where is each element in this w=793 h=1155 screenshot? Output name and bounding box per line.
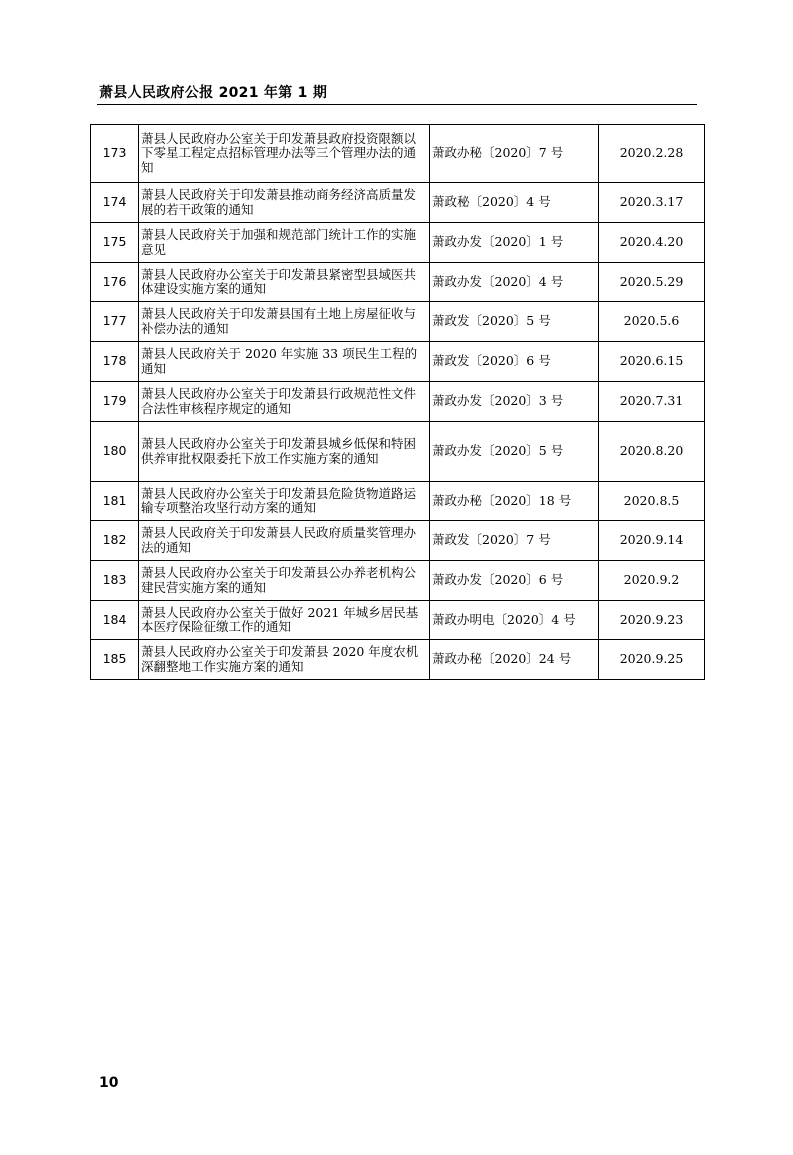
row-document-number: 萧政办发〔2020〕5 号 xyxy=(430,422,599,482)
row-number: 176 xyxy=(91,263,139,302)
row-date: 2020.5.29 xyxy=(599,263,705,302)
row-date: 2020.5.6 xyxy=(599,302,705,342)
table-row xyxy=(91,601,705,640)
row-date: 2020.6.15 xyxy=(599,342,705,382)
page-number: 10 xyxy=(99,1075,119,1091)
row-number: 183 xyxy=(91,561,139,601)
row-document-number: 萧政办秘〔2020〕7 号 xyxy=(430,125,599,183)
row-document-number: 萧政办明电〔2020〕4 号 xyxy=(430,601,599,640)
row-document-title: 萧县人民政府关于 2020 年实施 33 项民生工程的通知 xyxy=(139,342,430,382)
row-number: 185 xyxy=(91,640,139,680)
table-row xyxy=(91,561,705,601)
table-row xyxy=(91,640,705,680)
row-number: 181 xyxy=(91,482,139,521)
table-row xyxy=(91,125,705,183)
row-document-title: 萧县人民政府办公室关于印发萧县行政规范性文件合法性审核程序规定的通知 xyxy=(139,382,430,422)
table-row xyxy=(91,422,705,482)
row-document-number: 萧政办发〔2020〕3 号 xyxy=(430,382,599,422)
row-document-title: 萧县人民政府关于印发萧县人民政府质量奖管理办法的通知 xyxy=(139,521,430,561)
row-document-number: 萧政发〔2020〕6 号 xyxy=(430,342,599,382)
row-document-number: 萧政秘〔2020〕4 号 xyxy=(430,183,599,223)
row-document-number: 萧政发〔2020〕7 号 xyxy=(430,521,599,561)
table-row xyxy=(91,263,705,302)
row-date: 2020.9.2 xyxy=(599,561,705,601)
row-document-title: 萧县人民政府办公室关于印发萧县 2020 年度农机深翻整地工作实施方案的通知 xyxy=(139,640,430,680)
table-row xyxy=(91,183,705,223)
row-date: 2020.8.20 xyxy=(599,422,705,482)
row-document-number: 萧政办秘〔2020〕18 号 xyxy=(430,482,599,521)
table-row xyxy=(91,302,705,342)
row-document-number: 萧政办秘〔2020〕24 号 xyxy=(430,640,599,680)
row-number: 180 xyxy=(91,422,139,482)
row-document-title: 萧县人民政府办公室关于印发萧县紧密型县域医共体建设实施方案的通知 xyxy=(139,263,430,302)
table-row xyxy=(91,382,705,422)
row-number: 177 xyxy=(91,302,139,342)
row-document-title: 萧县人民政府办公室关于做好 2021 年城乡居民基本医疗保险征缴工作的通知 xyxy=(139,601,430,640)
table-row xyxy=(91,342,705,382)
row-document-title: 萧县人民政府办公室关于印发萧县危险货物道路运输专项整治攻坚行动方案的通知 xyxy=(139,482,430,521)
table-row xyxy=(91,482,705,521)
row-document-number: 萧政办发〔2020〕4 号 xyxy=(430,263,599,302)
table-row xyxy=(91,521,705,561)
row-number: 178 xyxy=(91,342,139,382)
row-number: 179 xyxy=(91,382,139,422)
row-document-title: 萧县人民政府关于印发萧县推动商务经济高质量发展的若干政策的通知 xyxy=(139,183,430,223)
page-header-title: 萧县人民政府公报 2021 年第 1 期 xyxy=(99,85,328,101)
row-document-number: 萧政办发〔2020〕1 号 xyxy=(430,223,599,263)
row-document-title: 萧县人民政府关于加强和规范部门统计工作的实施意见 xyxy=(139,223,430,263)
row-document-title: 萧县人民政府关于印发萧县国有土地上房屋征收与补偿办法的通知 xyxy=(139,302,430,342)
row-number: 182 xyxy=(91,521,139,561)
table-row xyxy=(91,223,705,263)
row-document-number: 萧政发〔2020〕5 号 xyxy=(430,302,599,342)
row-number: 184 xyxy=(91,601,139,640)
row-date: 2020.3.17 xyxy=(599,183,705,223)
row-date: 2020.8.5 xyxy=(599,482,705,521)
header-divider xyxy=(97,104,697,105)
row-date: 2020.4.20 xyxy=(599,223,705,263)
row-document-title: 萧县人民政府办公室关于印发萧县公办养老机构公建民营实施方案的通知 xyxy=(139,561,430,601)
row-date: 2020.2.28 xyxy=(599,125,705,183)
row-number: 173 xyxy=(91,125,139,183)
row-date: 2020.7.31 xyxy=(599,382,705,422)
row-date: 2020.9.14 xyxy=(599,521,705,561)
row-document-title: 萧县人民政府办公室关于印发萧县政府投资限额以下零星工程定点招标管理办法等三个管理办法的通知 xyxy=(139,125,430,183)
row-date: 2020.9.23 xyxy=(599,601,705,640)
documents-table xyxy=(90,124,705,680)
row-number: 175 xyxy=(91,223,139,263)
row-date: 2020.9.25 xyxy=(599,640,705,680)
row-number: 174 xyxy=(91,183,139,223)
row-document-title: 萧县人民政府办公室关于印发萧县城乡低保和特困供养审批权限委托下放工作实施方案的通知 xyxy=(139,422,430,482)
row-document-number: 萧政办发〔2020〕6 号 xyxy=(430,561,599,601)
